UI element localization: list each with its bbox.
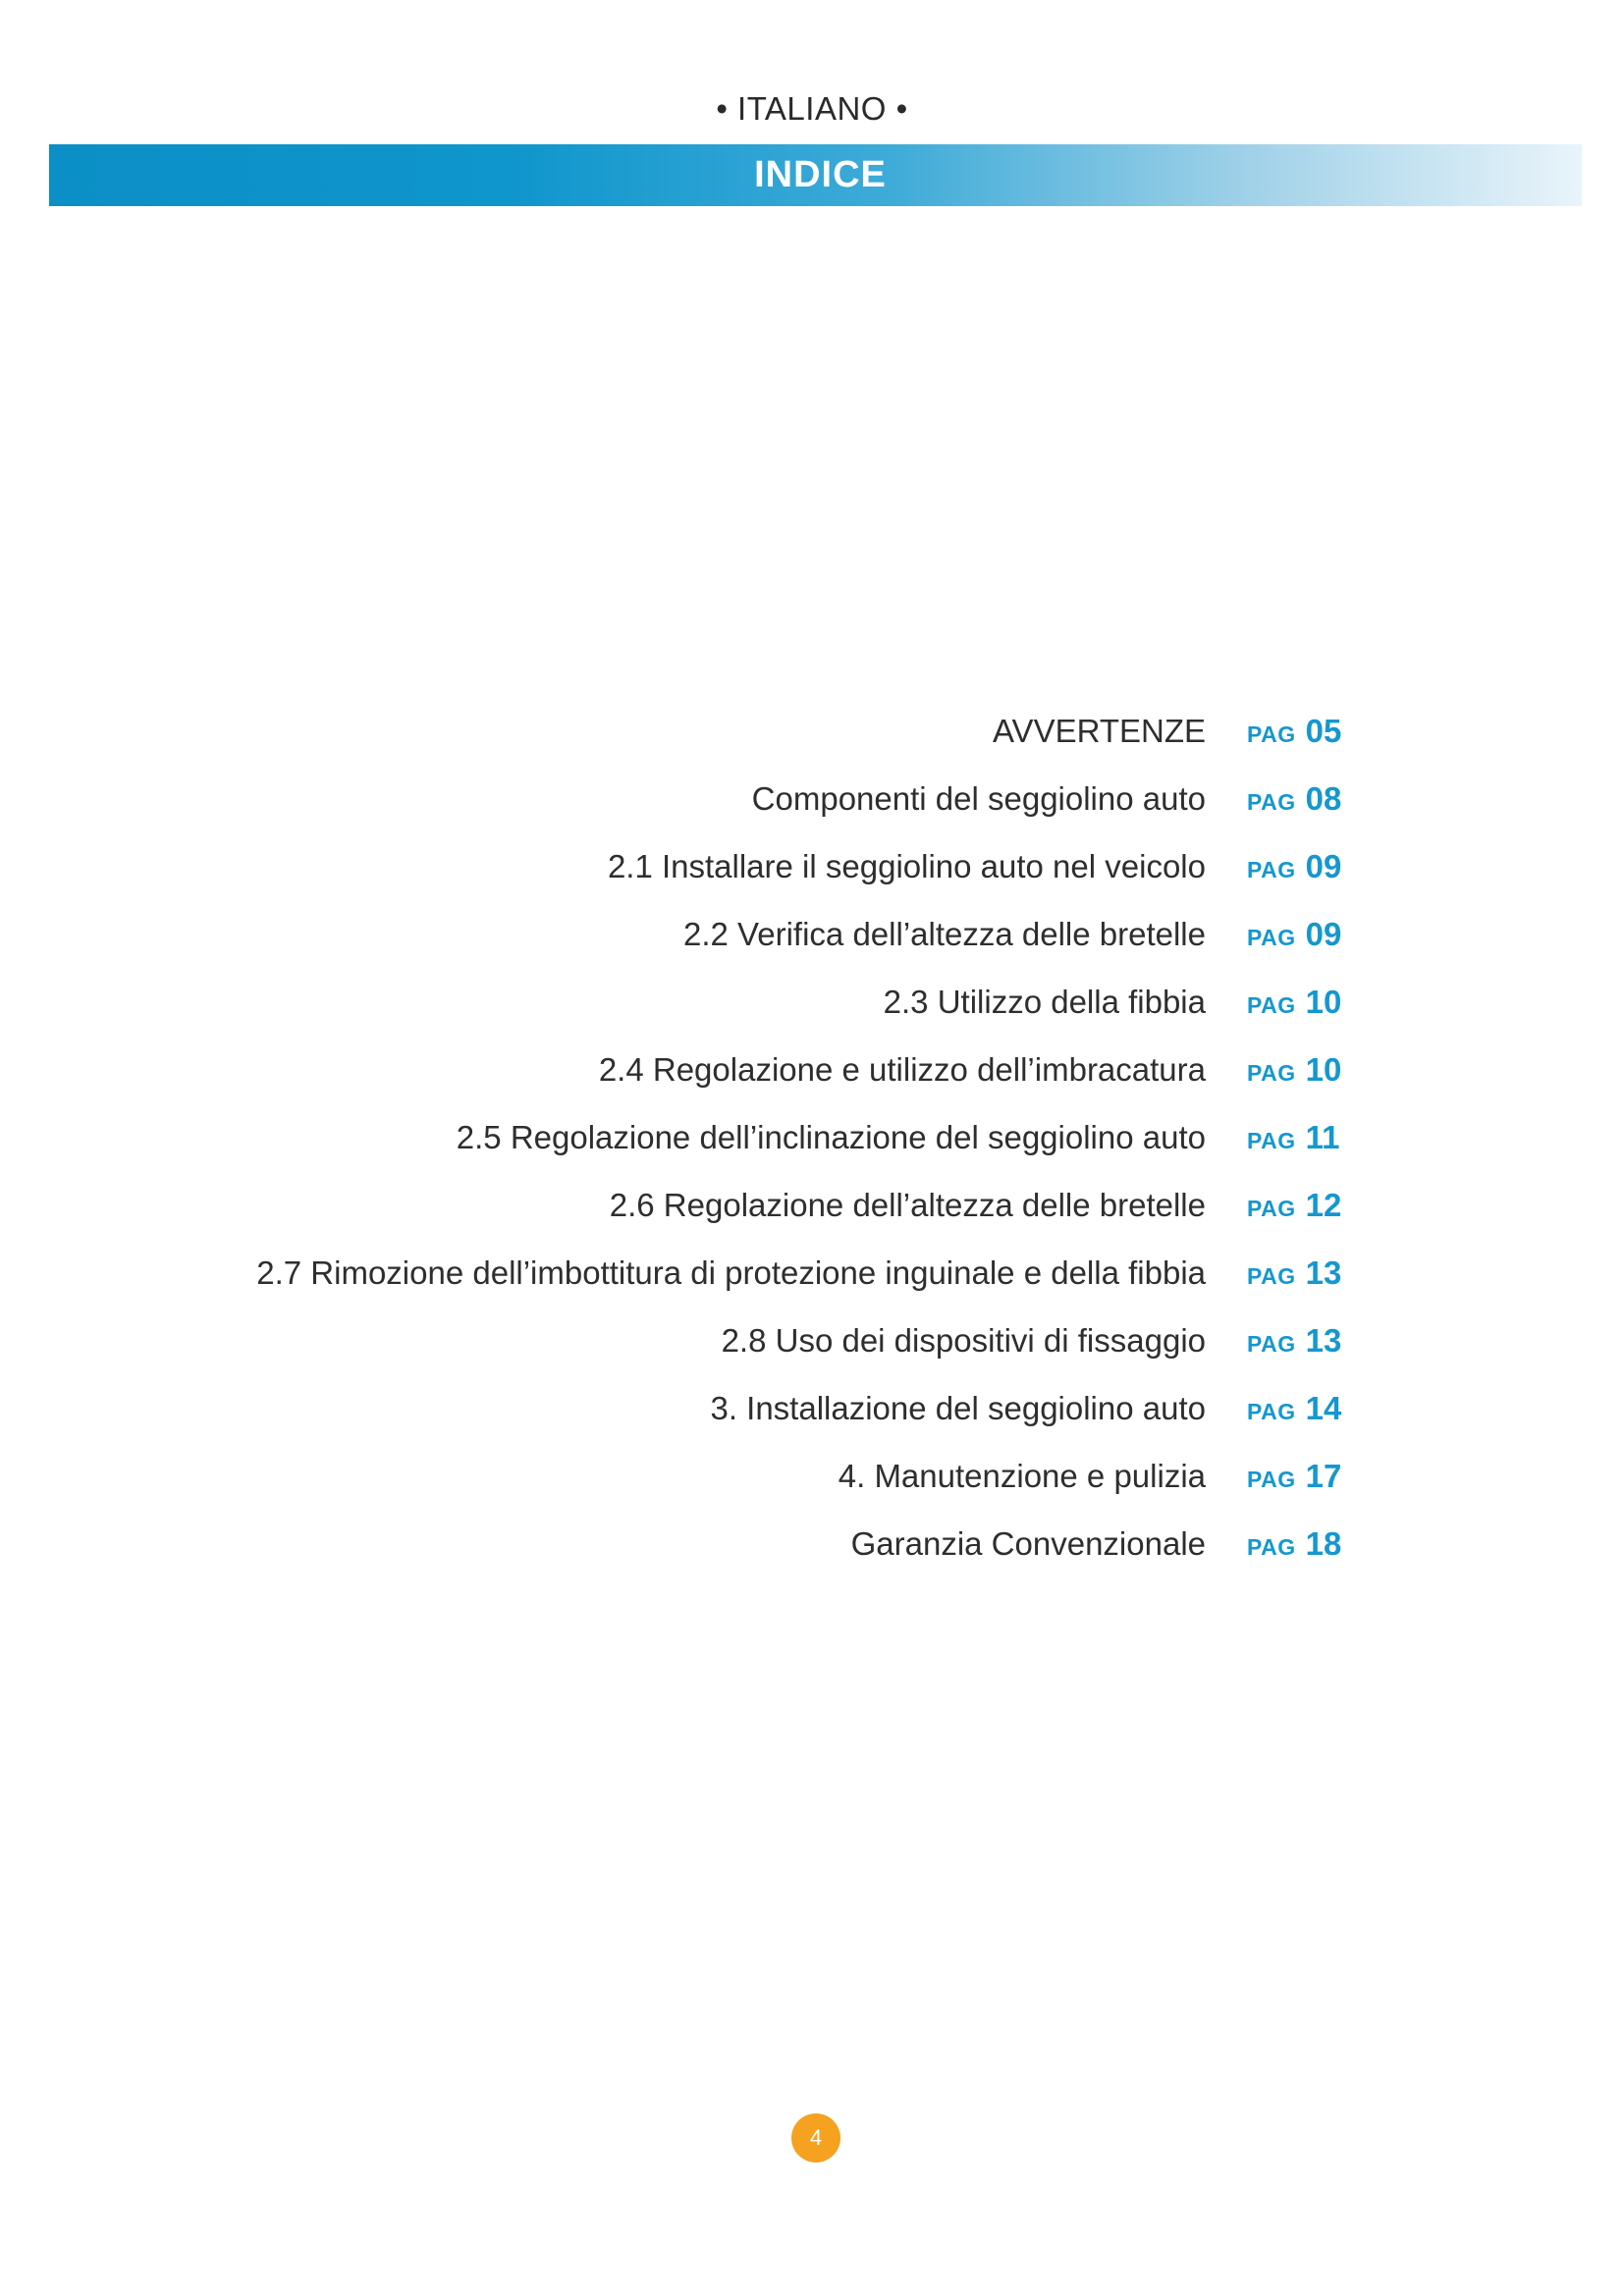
page-number-ref: 17 [1305,1458,1342,1494]
toc-item-page [1247,842,1341,898]
page-number-ref: 05 [1305,713,1342,749]
toc-item-title: 2.1 Installare il seggiolino auto nel veicolo [607,848,1206,884]
toc-item-page [1247,1384,1341,1440]
toc-item-page [1247,707,1341,763]
page-number-ref: 10 [1305,1051,1342,1088]
toc-item[interactable] [0,1249,1624,1298]
toc-item-title: 2.3 Utilizzo della fibbia [883,984,1206,1020]
page-number-ref: 08 [1305,780,1342,817]
toc-item-page [1247,774,1341,830]
toc-item[interactable] [0,1113,1624,1162]
pag-label: PAG [1247,857,1296,882]
toc-item[interactable] [0,910,1624,959]
toc-item-title: 2.4 Regolazione e utilizzo dell’imbracatura [598,1051,1206,1088]
pag-label: PAG [1247,1128,1296,1153]
toc-item-page [1247,1452,1341,1508]
toc-item[interactable] [0,842,1624,891]
toc-item-title: 2.5 Regolazione dell’inclinazione del seggiolino auto [456,1119,1206,1155]
toc-item[interactable] [0,1452,1624,1501]
toc-item[interactable] [0,1045,1624,1095]
toc-item[interactable] [0,1181,1624,1230]
page-title: INDICE [754,154,887,195]
pag-label: PAG [1247,789,1296,815]
toc-item-title: Garanzia Convenzionale [850,1525,1206,1562]
page-number-ref: 13 [1305,1322,1342,1359]
language-label: • ITALIANO • [716,90,908,127]
title-band [49,144,1582,206]
pag-label: PAG [1247,1399,1296,1424]
page-number-ref: 09 [1305,916,1342,952]
pag-label: PAG [1247,925,1296,950]
page-number-ref: 13 [1305,1255,1342,1291]
toc-item-title: 4. Manutenzione e pulizia [838,1458,1206,1494]
toc-item[interactable] [0,1520,1624,1569]
page-number-ref: 12 [1305,1187,1342,1223]
pag-label: PAG [1247,721,1296,747]
toc-item[interactable] [0,707,1624,756]
toc-item-page [1247,1520,1341,1575]
toc-item-page [1247,1113,1340,1169]
pag-label: PAG [1247,1060,1296,1086]
toc-item-title: 2.7 Rimozione dell’imbottitura di protezione inguinale e della fibbia [256,1255,1206,1291]
page-number-ref: 11 [1305,1119,1340,1155]
toc-item-title: 2.2 Verifica dell’altezza delle bretelle [683,916,1206,952]
toc-item-title: 2.8 Uso dei dispositivi di fissaggio [721,1322,1206,1359]
pag-label: PAG [1247,1263,1296,1289]
toc-item-title: 3. Installazione del seggiolino auto [710,1390,1206,1426]
toc-item-page [1247,1045,1341,1101]
toc-item-title: 2.6 Regolazione dell’altezza delle bretelle [609,1187,1206,1223]
page-number-badge: 4 [791,2113,840,2163]
toc-item-page [1247,1181,1341,1237]
page-number-ref: 14 [1305,1390,1342,1426]
toc-item-page [1247,910,1341,966]
pag-label: PAG [1247,1534,1296,1560]
toc-item[interactable] [0,1316,1624,1365]
page-number-ref: 09 [1305,848,1342,884]
toc-item-page [1247,978,1341,1034]
pag-label: PAG [1247,1467,1296,1492]
toc-item[interactable] [0,978,1624,1027]
pag-label: PAG [1247,1331,1296,1357]
toc-item-title: AVVERTENZE [993,713,1206,749]
toc-item-page [1247,1249,1341,1305]
pag-label: PAG [1247,1196,1296,1221]
toc-item[interactable] [0,774,1624,824]
toc-item-title: Componenti del seggiolino auto [751,780,1206,817]
pag-label: PAG [1247,992,1296,1018]
page-number-ref: 10 [1305,984,1342,1020]
toc-item-page [1247,1316,1341,1372]
page-number-ref: 18 [1305,1525,1342,1562]
toc-item[interactable] [0,1384,1624,1433]
